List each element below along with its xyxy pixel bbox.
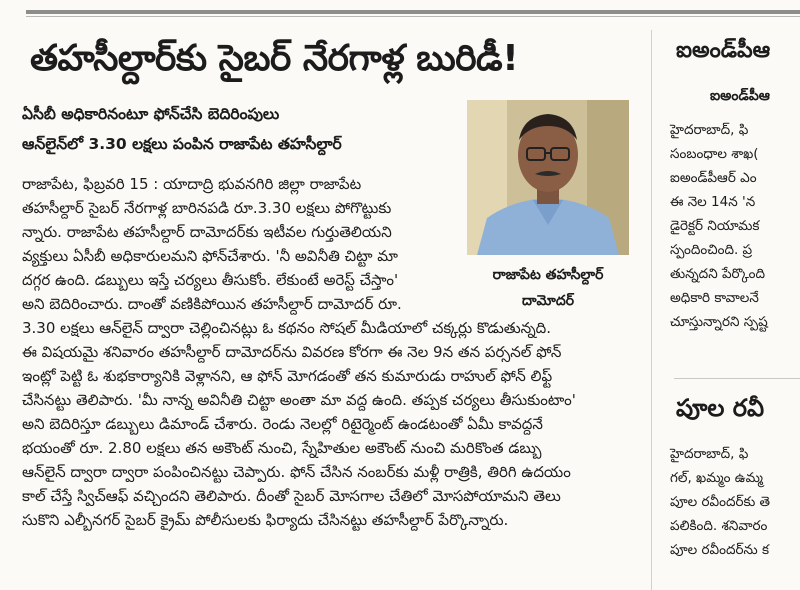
body-line: 3.30 లక్షలు ఆన్‌లైన్ ద్వారా చెల్లించినట్లు ఓ కథనం సోషల్ మీడియాలో చక్కర్లు కొడుతున్నది. [22,319,552,337]
body-line: రాజాపేట, ఫిబ్రవరి 15 : యాదాద్రి భువనగిరి జిల్లా రాజాపేట [22,175,362,193]
adjacent-separator [674,378,800,379]
body-line: చేసినట్టు తెలిపారు. 'మీ నాన్న అవినీతి చిట్టా అంతా మా వద్ద ఉంది. తప్పక చర్యలు తీసుకుంటాం' [22,391,576,409]
article-headline: తహసీల్దార్‌కు సైబర్ నేరగాళ్ల బురిడీ! [30,38,519,79]
adjacent-article-column [660,0,800,590]
body-line: తహసీల్దార్ సైబర్ నేరగాళ్ల బారినపడి రూ.3.30 లక్షలు పోగొట్టుకు [22,199,392,217]
portrait-illustration [467,100,629,255]
adjacent-line: అధికారి కావాలనే [670,290,759,306]
body-line: దగ్గర ఉంది. డబ్బులు ఇస్తే చర్యలు తీసుకోం. లేకుంటే అరెస్ట్ చేస్తాం' [22,271,399,289]
adjacent-line: పలికింది. శనివారం [670,518,768,534]
body-line: న్నారు. రాజాపేట తహసీల్దార్ దామోదర్‌కు ఇటీవల గుర్తుతెలియని [22,223,392,241]
adjacent-line: గల్, ఖమ్మం ఉమ్మ [670,470,764,486]
adjacent-line: డైరెక్టర్ నియామక [670,218,760,234]
body-line: అని బెదిరించారు. దాంతో వణికిపోయిన తహసీల్దార్ దామోదర్ రూ. [22,295,402,313]
caption-line-1: రాజాపేట తహసీల్దార్ [492,267,604,283]
tahsildar-photo [467,100,629,255]
photo-caption [467,262,629,314]
adjacent-line: స్పందించింది. ప్ర [670,242,753,258]
adjacent-line: హైదరాబాద్, ఫి [670,122,749,138]
body-line: అని బెదిరిస్తూ డబ్బులు డిమాండ్ చేశారు. రెండు నెలల్లో రిటైర్మెంట్ ఉండటంతో ఏమీ కావద్దనే [22,415,543,433]
adjacent-line: తున్నదని పేర్కొంది [670,266,765,282]
body-line: ఈ విషయమై శనివారం తహసీల్దార్ దామోదర్‌ను వివరణ కోరగా ఈ నెల 9న తన పర్సనల్ ఫోన్ [22,343,562,361]
body-line: కాల్ చేస్తే స్విచ్‌ఆఫ్ వచ్చిందని తెలిపారు. దీంతో సైబర్ మోసగాల చేతిలో మోసపోయామని తెలు [22,487,561,505]
caption-line-2: దామోదర్ [521,293,575,309]
body-line: వ్యక్తులు ఏసీబీ అధికారులమని ఫోన్‌చేశారు. 'నీ అవినీతి చిట్టా మా [22,247,398,265]
adjacent-subhead-top: ఐఅండ్‌పీఆ [710,88,770,104]
column-divider [651,30,652,590]
adjacent-line: హైదరాబాద్, ఫి [670,446,749,462]
adjacent-headline-top: ఐఅండ్‌పీఆ [676,38,771,63]
article-subhead-2: ఆన్‌లైన్‌లో 3.30 లక్షలు పంపిన రాజాపేట తహసీల్దార్ [22,135,342,153]
adjacent-line: ఐఅండ్‌పీఆర్ ఎం [670,170,757,186]
body-line: ఇంట్లో పెట్టి ఓ శుభకార్యానికి వెళ్లానని, ఆ ఫోన్ మోగడంతో తన కుమారుడు రాహుల్ ఫోన్ లిఫ్ట్ [22,367,553,385]
article-subhead-1: ఏసీబీ అధికారినంటూ ఫోన్‌చేసి బెదిరింపులు [22,105,280,123]
adjacent-line: పూల రవీందర్‌కు తె [670,494,771,510]
body-line: భయంతో రూ. 2.80 లక్షలు తన అకౌంట్ నుంచి, స్నేహితుల అకౌంట్ నుంచి మరికొంత డబ్బు [22,439,542,457]
body-line: ఆన్‌లైన్ ద్వారా ద్వారా పంపించినట్టు చెప్పారు. ఫోన్ చేసిన నంబర్‌కు మళ్లీ రాత్రికి, తిరిగి ఉదయం [22,463,571,481]
adjacent-headline-bottom: పూల రవీ [676,394,765,422]
adjacent-line: ఈ నెల 14న 'న [670,194,756,210]
adjacent-line: సంబంధాల శాఖ( [670,146,759,162]
adjacent-line: చూస్తున్నారని స్పష్ట [670,314,768,330]
adjacent-line: పూల రవీందర్‌ను క [670,542,770,558]
body-line: సుకొని ఎల్బీనగర్ సైబర్ క్రైమ్ పోలీసులకు ఫిర్యాదు చేసినట్టు తహసీల్దార్ పేర్కొన్నారు. [22,511,509,529]
